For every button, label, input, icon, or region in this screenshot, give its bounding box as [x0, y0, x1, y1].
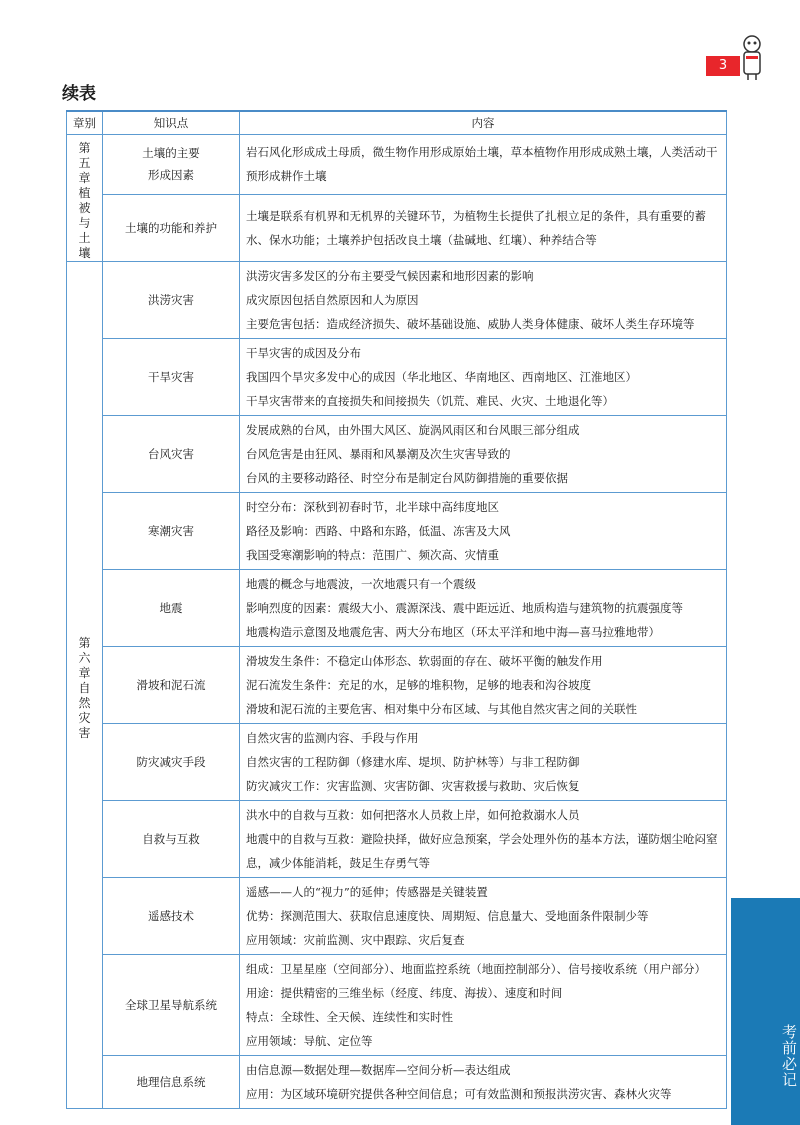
page-number-badge: 3 — [706, 56, 740, 76]
header-chapter: 章别 — [67, 111, 103, 135]
table-row — [67, 416, 727, 493]
knowledge-table — [66, 110, 727, 1109]
content-line: 成灾原因包括自然原因和人为原因 — [246, 293, 419, 307]
content-line: 用途：提供精密的三维坐标（经度、纬度、海拔）、速度和时间 — [246, 986, 563, 1000]
content-cell — [240, 724, 727, 801]
content-line: 我国四个旱灾多发中心的成因（华北地区、华南地区、西南地区、江淮地区） — [246, 370, 637, 384]
content-line: 洪水中的自救与互救：如何把落水人员救上岸，如何抢救溺水人员 — [246, 808, 580, 822]
content-line: 地震构造示意图及地震危害、两大分布地区（环太平洋和地中海—喜马拉雅地带） — [246, 625, 660, 639]
content-line: 防灾减灾工作：灾害监测、灾害防御、灾害救援与救助、灾后恢复 — [246, 779, 580, 793]
content-line: 应用领域：导航、定位等 — [246, 1034, 373, 1048]
knowledge-point-cell — [103, 1056, 240, 1109]
content-line: 特点：全球性、全天候、连续性和实时性 — [246, 1010, 453, 1024]
content-line: 时空分布：深秋到初春时节，北半球中高纬度地区 — [246, 500, 499, 514]
chapter-label: 第五章植被与土壤 — [78, 141, 91, 260]
content-cell — [240, 647, 727, 724]
content-line: 应用领域：灾前监测、灾中跟踪、灾后复查 — [246, 933, 465, 947]
table-row — [67, 801, 727, 878]
knowledge-point-text: 土壤的功能和养护 — [125, 220, 217, 235]
content-line: 我国受寒潮影响的特点：范围广、频次高、灾情重 — [246, 548, 499, 562]
content-line: 应用：为区域环境研究提供各种空间信息；可有效监测和预报洪涝灾害、森林火灾等 — [246, 1087, 672, 1101]
knowledge-point-text: 防灾减灾手段 — [136, 755, 206, 769]
content-cell — [240, 801, 727, 878]
knowledge-point-text: 全球卫星导航系统 — [125, 998, 217, 1012]
table-row — [67, 194, 727, 261]
header-point: 知识点 — [103, 111, 240, 135]
content-line: 组成：卫星星座（空间部分）、地面监控系统（地面控制部分）、信号接收系统（用户部分） — [246, 962, 706, 976]
content-cell — [240, 955, 727, 1056]
knowledge-point-text: 干旱灾害 — [148, 370, 194, 384]
content-cell — [240, 135, 727, 195]
content-line: 岩石风化形成成土母质，微生物作用形成原始土壤，草本植物作用形成成熟土壤，人类活动干预形成耕作土壤 — [246, 145, 718, 184]
chapter-label: 第六章自然灾害 — [78, 635, 91, 740]
content-cell — [240, 416, 727, 493]
table-row — [67, 955, 727, 1056]
content-line: 路径及影响：西路、中路和东路，低温、冻害及大风 — [246, 524, 511, 538]
knowledge-point-text: 地震 — [159, 601, 183, 615]
knowledge-point-cell — [103, 955, 240, 1056]
side-tab-label: 考前必记 — [780, 1024, 798, 1088]
table-row — [67, 493, 727, 570]
content-cell — [240, 262, 727, 339]
knowledge-point-text: 滑坡和泥石流 — [136, 678, 206, 692]
knowledge-point-text: 形成因素 — [148, 168, 194, 183]
table-row — [67, 135, 727, 195]
knowledge-point-cell — [103, 339, 240, 416]
content-line: 干旱灾害带来的直接损失和间接损失（饥荒、难民、火灾、土地退化等） — [246, 394, 614, 408]
content-line: 滑坡发生条件：不稳定山体形态、软弱面的存在、破坏平衡的触发作用 — [246, 654, 603, 668]
table-row — [67, 1056, 727, 1109]
mascot-icon — [738, 34, 768, 82]
content-line: 由信息源—数据处理—数据库—空间分析—表达组成 — [246, 1063, 511, 1077]
content-line: 遥感——人的“视力”的延伸；传感器是关键装置 — [246, 885, 488, 899]
knowledge-point-cell — [103, 262, 240, 339]
content-line: 土壤是联系有机界和无机界的关键环节，为植物生长提供了扎根立足的条件，具有重要的蓄水、保水功能；土壤养护包括改良土壤（盐碱地、红壤）、种养结合等 — [246, 208, 706, 247]
knowledge-point-text: 寒潮灾害 — [148, 524, 194, 538]
knowledge-point-cell — [103, 801, 240, 878]
content-cell — [240, 493, 727, 570]
content-line: 影响烈度的因素：震级大小、震源深浅、震中距远近、地质构造与建筑物的抗震强度等 — [246, 601, 683, 615]
knowledge-point-cell — [103, 570, 240, 647]
table-header-row — [67, 111, 727, 135]
content-line: 优势：探测范围大、获取信息速度快、周期短、信息量大、受地面条件限制少等 — [246, 909, 649, 923]
content-cell — [240, 194, 727, 261]
side-tab — [731, 898, 800, 1125]
content-cell — [240, 339, 727, 416]
knowledge-point-text: 自救与互救 — [142, 832, 200, 846]
knowledge-point-cell — [103, 194, 240, 261]
content-line: 地震中的自救与互救：避险抉择，做好应急预案，学会处理外伤的基本方法，谨防烟尘呛闷窒息，减少体能消耗，鼓足生存勇气等 — [246, 832, 718, 870]
knowledge-point-cell — [103, 647, 240, 724]
content-line: 自然灾害的监测内容、手段与作用 — [246, 731, 419, 745]
table-row — [67, 339, 727, 416]
knowledge-point-text: 地理信息系统 — [136, 1075, 206, 1089]
knowledge-point-text: 土壤的主要 — [142, 146, 200, 161]
knowledge-point-text: 台风灾害 — [148, 447, 194, 461]
content-line: 台风危害是由狂风、暴雨和风暴潮及次生灾害导致的 — [246, 447, 511, 461]
content-line: 干旱灾害的成因及分布 — [246, 346, 361, 360]
content-line: 滑坡和泥石流的主要危害、相对集中分布区域、与其他自然灾害之间的关联性 — [246, 702, 637, 716]
content-line: 主要危害包括：造成经济损失、破坏基础设施、威胁人类身体健康、破坏人类生存环境等 — [246, 317, 695, 331]
content-line: 自然灾害的工程防御（修建水库、堤坝、防护林等）与非工程防御 — [246, 755, 580, 769]
content-cell — [240, 1056, 727, 1109]
table-row — [67, 724, 727, 801]
content-line: 洪涝灾害多发区的分布主要受气候因素和地形因素的影响 — [246, 269, 534, 283]
continued-title: 续表 — [62, 84, 96, 104]
content-cell — [240, 570, 727, 647]
knowledge-point-cell — [103, 493, 240, 570]
chapter-cell — [67, 262, 103, 1109]
table-row — [67, 647, 727, 724]
chapter-cell — [67, 135, 103, 262]
table-row — [67, 878, 727, 955]
content-line: 发展成熟的台风，由外围大风区、旋涡风雨区和台风眼三部分组成 — [246, 423, 580, 437]
content-line: 地震的概念与地震波，一次地震只有一个震级 — [246, 577, 476, 591]
knowledge-point-text: 洪涝灾害 — [148, 293, 194, 307]
table-row — [67, 570, 727, 647]
knowledge-point-text: 遥感技术 — [148, 909, 194, 923]
content-line: 台风的主要移动路径、时空分布是制定台风防御措施的重要依据 — [246, 471, 568, 485]
table-row — [67, 262, 727, 339]
content-line: 泥石流发生条件：充足的水，足够的堆积物，足够的地表和沟谷坡度 — [246, 678, 591, 692]
knowledge-point-cell — [103, 416, 240, 493]
header-content: 内容 — [240, 111, 727, 135]
content-cell — [240, 878, 727, 955]
knowledge-point-cell — [103, 878, 240, 955]
knowledge-point-cell — [103, 724, 240, 801]
knowledge-point-cell — [103, 135, 240, 195]
